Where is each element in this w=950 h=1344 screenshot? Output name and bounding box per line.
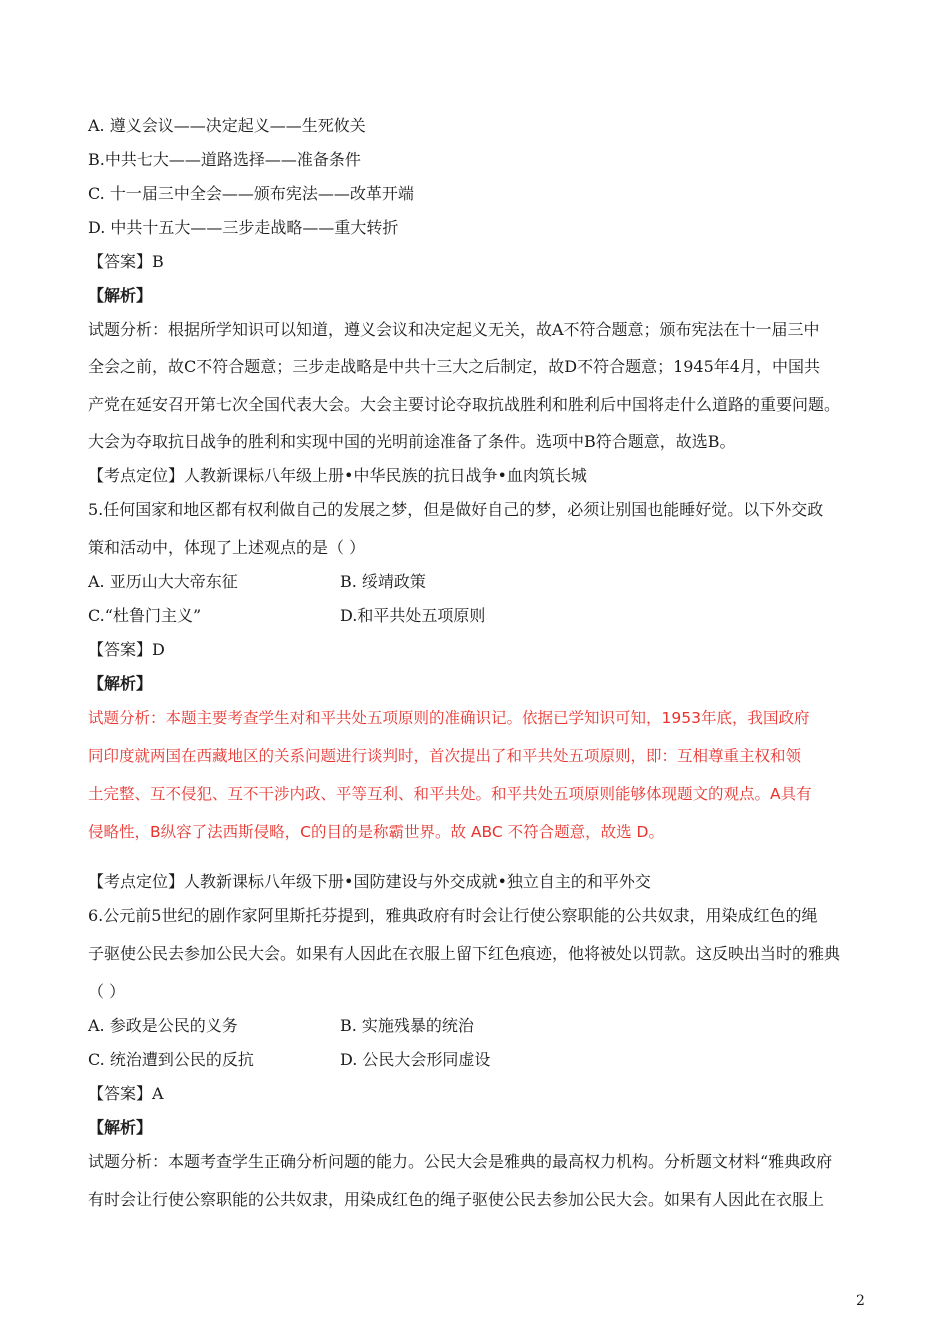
q4-analysis-line: 试题分析：根据所学知识可以知道，遵义会议和决定起义无关，故A不符合题意；颁布宪法在十一届三中 bbox=[88, 320, 820, 339]
q6-stem-line: 6.公元前5世纪的剧作家阿里斯托芬提到，雅典政府有时会让行使公察职能的公共奴隶，用染成红色的绳 bbox=[88, 906, 818, 925]
q4-option-c: C. 十一届三中全会——颁布宪法——改革开端 bbox=[88, 184, 414, 203]
q5-stem-line: 策和活动中，体现了上述观点的是（ ） bbox=[88, 538, 366, 557]
q6-options-row-1 bbox=[88, 1016, 868, 1036]
q4-analysis-line: 大会为夺取抗日战争的胜利和实现中国的光明前途准备了条件。选项中B符合题意，故选B。 bbox=[88, 432, 736, 451]
q5-options-row-2 bbox=[88, 606, 868, 626]
q5-option-a: A. 亚历山大大帝东征 bbox=[88, 572, 238, 591]
q5-option-d: D.和平共处五项原则 bbox=[340, 606, 486, 625]
q5-analysis-line: 侵略性，B纵容了法西斯侵略，C的目的是称霸世界。故 ABC 不符合题意，故选 D。 bbox=[88, 823, 664, 841]
q6-option-a: A. 参政是公民的义务 bbox=[88, 1016, 238, 1035]
q6-stem-line: 子驱使公民去参加公民大会。如果有人因此在衣服上留下红色痕迹，他将被处以罚款。这反映出当时的雅典 bbox=[88, 944, 841, 963]
q6-analysis-line: 试题分析：本题考查学生正确分析问题的能力。公民大会是雅典的最高权力机构。分析题文材料“雅典政府 bbox=[88, 1152, 833, 1171]
q4-option-d: D. 中共十五大——三步走战略——重大转折 bbox=[88, 218, 399, 237]
q5-option-c: C.“杜鲁门主义” bbox=[88, 606, 202, 625]
q4-option-b: B.中共七大——道路选择——准备条件 bbox=[88, 150, 361, 169]
q5-kaodian: 【考点定位】人教新课标八年级下册•国防建设与外交成就•独立自主的和平外交 bbox=[88, 872, 651, 891]
q5-option-b: B. 绥靖政策 bbox=[340, 572, 426, 591]
q4-answer: 【答案】B bbox=[88, 252, 164, 271]
q6-analysis-line: 有时会让行使公察职能的公共奴隶，用染成红色的绳子驱使公民去参加公民大会。如果有人因此在衣服上 bbox=[88, 1190, 825, 1209]
q4-analysis-line: 产党在延安召开第七次全国代表大会。大会主要讨论夺取抗战胜利和胜利后中国将走什么道路的重要问题。 bbox=[88, 395, 841, 414]
q6-option-c: C. 统治遭到公民的反抗 bbox=[88, 1050, 254, 1069]
q6-analysis-label: 【解析】 bbox=[88, 1118, 153, 1137]
page-number: 2 bbox=[856, 1293, 865, 1309]
q5-options-row-1 bbox=[88, 572, 868, 592]
q4-option-a: A. 遵义会议——决定起义——生死攸关 bbox=[88, 116, 366, 135]
q5-analysis-line: 试题分析：本题主要考查学生对和平共处五项原则的准确识记。依据已学知识可知，1953年底，我国政府 bbox=[88, 709, 810, 727]
q6-stem-line: （ ） bbox=[88, 982, 126, 1001]
q5-analysis-line: 同印度就两国在西藏地区的关系问题进行谈判时，首次提出了和平共处五项原则，即：互相尊重主权和领 bbox=[88, 747, 802, 765]
q5-analysis-label: 【解析】 bbox=[88, 674, 153, 693]
q6-option-d: D. 公民大会形同虚设 bbox=[340, 1050, 491, 1069]
q4-analysis-line: 全会之前，故C不符合题意；三步走战略是中共十三大之后制定，故D不符合题意；1945年4月，中国共 bbox=[88, 357, 820, 376]
q5-analysis-line: 土完整、互不侵犯、互不干涉内政、平等互利、和平共处。和平共处五项原则能够体现题文的观点。A具有 bbox=[88, 785, 812, 803]
q6-option-b: B. 实施残暴的统治 bbox=[340, 1016, 474, 1035]
q6-options-row-2 bbox=[88, 1050, 868, 1070]
q5-answer: 【答案】D bbox=[88, 640, 165, 659]
q4-kaodian: 【考点定位】人教新课标八年级上册•中华民族的抗日战争•血肉筑长城 bbox=[88, 466, 587, 485]
q4-analysis-label: 【解析】 bbox=[88, 286, 153, 305]
q6-answer: 【答案】A bbox=[88, 1084, 164, 1103]
q5-stem-line: 5.任何国家和地区都有权利做自己的发展之梦，但是做好自己的梦，必须让别国也能睡好觉。以下外交政 bbox=[88, 500, 824, 519]
